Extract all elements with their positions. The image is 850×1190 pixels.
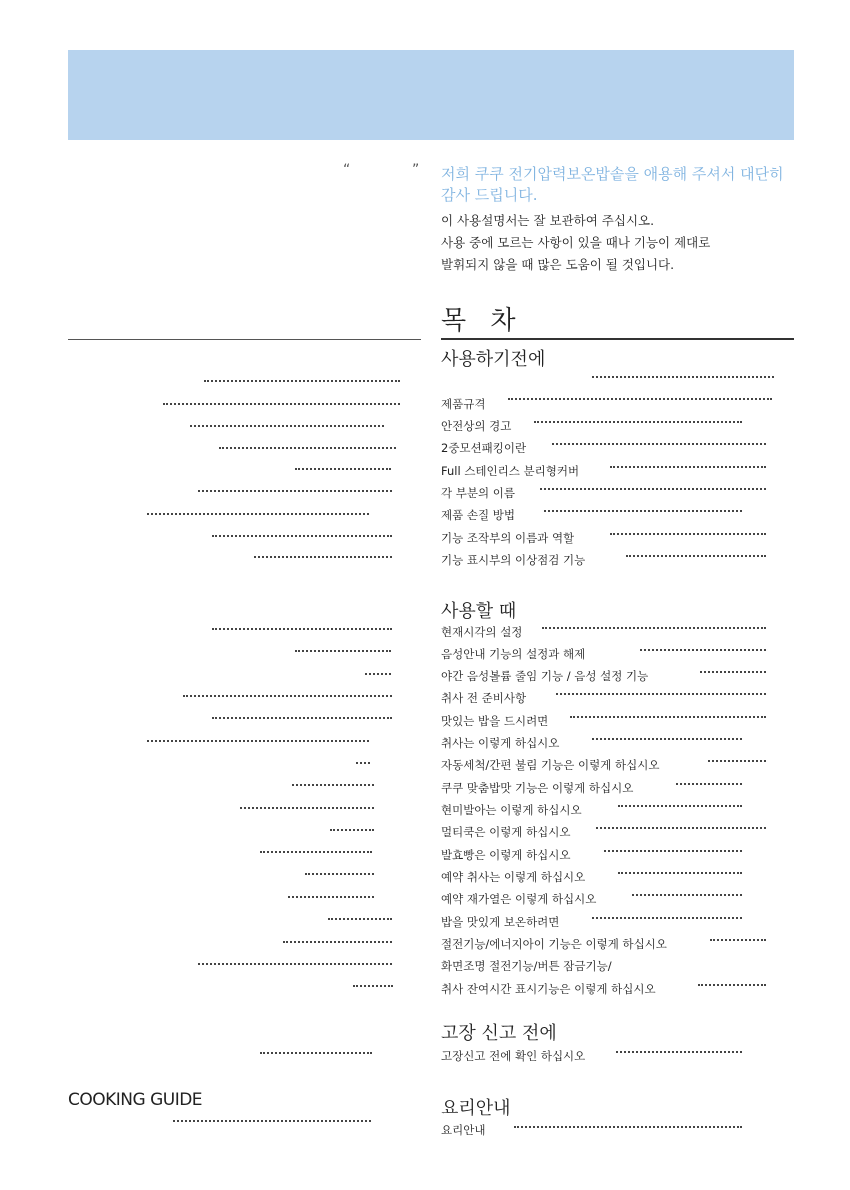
leader-dots (544, 510, 742, 512)
toc-item[interactable]: 제품규격 (441, 397, 486, 411)
toc-item[interactable]: 현재시각의 설정 (441, 625, 523, 639)
leader-dots (552, 443, 766, 445)
toc-item[interactable]: 취사 전 준비사항 (441, 691, 527, 705)
leader-dots (204, 380, 400, 382)
leader-dots (556, 693, 766, 695)
leader-dots (295, 468, 391, 470)
toc-item[interactable]: 자동세척/간편 불림 기능은 이렇게 하십시오 (441, 758, 660, 772)
leader-dots (596, 827, 766, 829)
leader-dots (212, 535, 392, 537)
leader-dots (610, 533, 766, 535)
header-banner (68, 50, 794, 140)
leader-dots (698, 984, 766, 986)
leader-dots (514, 1126, 742, 1128)
toc-item[interactable]: 화면조명 절전기능/버튼 잠금기능/ (441, 959, 612, 973)
leader-dots (147, 513, 369, 515)
leader-dots (592, 917, 742, 919)
toc-item[interactable]: 제품 손질 방법 (441, 508, 515, 522)
leader-dots (212, 628, 392, 630)
leader-dots (163, 403, 400, 405)
leader-dots (147, 740, 369, 742)
toc-title: 목 차 (441, 306, 524, 336)
leader-dots (626, 555, 766, 557)
toc-item[interactable]: 기능 조작부의 이름과 역할 (441, 531, 575, 545)
toc-item[interactable]: 야간 음성볼륨 줄임 기능 / 음성 설정 기능 (441, 669, 649, 683)
quote-open: “ (343, 162, 351, 178)
leader-dots (212, 717, 392, 719)
leader-dots (240, 807, 374, 809)
leader-dots (198, 490, 392, 492)
leader-dots (592, 738, 742, 740)
leader-dots (540, 488, 766, 490)
intro-line-1: 이 사용설명서는 잘 보관하여 주십시오. (441, 213, 655, 228)
thanks-message (441, 164, 796, 206)
toc-item[interactable]: 현미발아는 이렇게 하십시오 (441, 803, 582, 817)
intro-text (441, 210, 710, 276)
leader-dots (260, 1052, 372, 1054)
leader-dots (618, 872, 742, 874)
leader-dots (328, 918, 392, 920)
toc-item[interactable]: 발효빵은 이렇게 하십시오 (441, 848, 571, 862)
toc-item[interactable]: 절전기능/에너지아이 기능은 이렇게 하십시오 (441, 937, 667, 951)
leader-dots (330, 829, 374, 831)
leader-dots (610, 466, 766, 468)
toc-item[interactable]: Full 스테인리스 분리형커버 (441, 464, 580, 478)
leader-dots (288, 896, 374, 898)
toc-item[interactable]: 멀티쿡은 이렇게 하십시오 (441, 825, 571, 839)
leader-dots (260, 851, 372, 853)
quote-close: ” (412, 162, 420, 178)
leader-dots (173, 1120, 371, 1122)
toc-item[interactable]: 안전상의 경고 (441, 419, 512, 433)
leader-dots (604, 850, 742, 852)
leader-dots (592, 376, 774, 378)
toc-item[interactable]: 밥을 맛있게 보온하려면 (441, 915, 560, 929)
toc-title-rule (441, 338, 794, 340)
leader-dots (542, 627, 766, 629)
toc-item[interactable]: 예약 취사는 이렇게 하십시오 (441, 870, 586, 884)
leader-dots (353, 985, 393, 987)
leader-dots (219, 447, 396, 449)
toc-item[interactable]: 각 부분의 이름 (441, 486, 515, 500)
leader-dots (570, 716, 766, 718)
section-title-during-use: 사용할 때 (441, 601, 517, 622)
toc-item[interactable]: 기능 표시부의 이상점검 기능 (441, 553, 586, 567)
section-title-before-use: 사용하기전에 (441, 349, 546, 370)
toc-item[interactable]: 예약 재가열은 이렇게 하십시오 (441, 892, 597, 906)
leader-dots (618, 805, 742, 807)
leader-dots (305, 873, 374, 875)
intro-line-2: 사용 중에 모르는 사항이 있을 때나 기능이 제대로 (441, 235, 711, 250)
cooking-guide-title: COOKING GUIDE (68, 1090, 203, 1110)
leader-dots (283, 941, 392, 943)
leader-dots (616, 1051, 742, 1053)
leader-dots (710, 939, 766, 941)
leader-dots (254, 556, 392, 558)
thanks-line-1: 저희 쿠쿠 전기압력보온밥솥을 애용해 주셔서 대단히 (441, 165, 784, 183)
section-title-troubleshooting: 고장 신고 전에 (441, 1023, 557, 1044)
section-title-cooking-guide: 요리안내 (441, 1098, 511, 1119)
toc-item[interactable]: 음성안내 기능의 설정과 해제 (441, 647, 586, 661)
thanks-line-2: 감사 드립니다. (441, 186, 538, 204)
toc-item[interactable]: 취사 잔여시간 표시기능은 이렇게 하십시오 (441, 982, 656, 996)
intro-line-3: 발휘되지 않을 때 많은 도움이 될 것입니다. (441, 257, 675, 272)
leader-dots (183, 695, 392, 697)
toc-item[interactable]: 맛있는 밥을 드시려면 (441, 714, 549, 728)
leader-dots (356, 762, 370, 764)
toc-item[interactable]: 쿠쿠 맞춤밥맛 기능은 이렇게 하십시오 (441, 781, 634, 795)
leader-dots (190, 425, 384, 427)
leader-dots (534, 421, 742, 423)
leader-dots (676, 783, 742, 785)
left-column-rule (68, 339, 421, 340)
toc-item[interactable]: 고장신고 전에 확인 하십시오 (441, 1049, 586, 1063)
toc-item[interactable]: 2중모션패킹이란 (441, 441, 527, 455)
leader-dots (632, 894, 742, 896)
leader-dots (508, 398, 772, 400)
leader-dots (365, 673, 391, 675)
leader-dots (700, 671, 766, 673)
leader-dots (198, 963, 392, 965)
leader-dots (295, 650, 391, 652)
leader-dots (708, 760, 766, 762)
leader-dots (640, 649, 766, 651)
toc-item[interactable]: 요리안내 (441, 1123, 486, 1137)
toc-item[interactable]: 취사는 이렇게 하십시오 (441, 736, 560, 750)
leader-dots (292, 784, 374, 786)
